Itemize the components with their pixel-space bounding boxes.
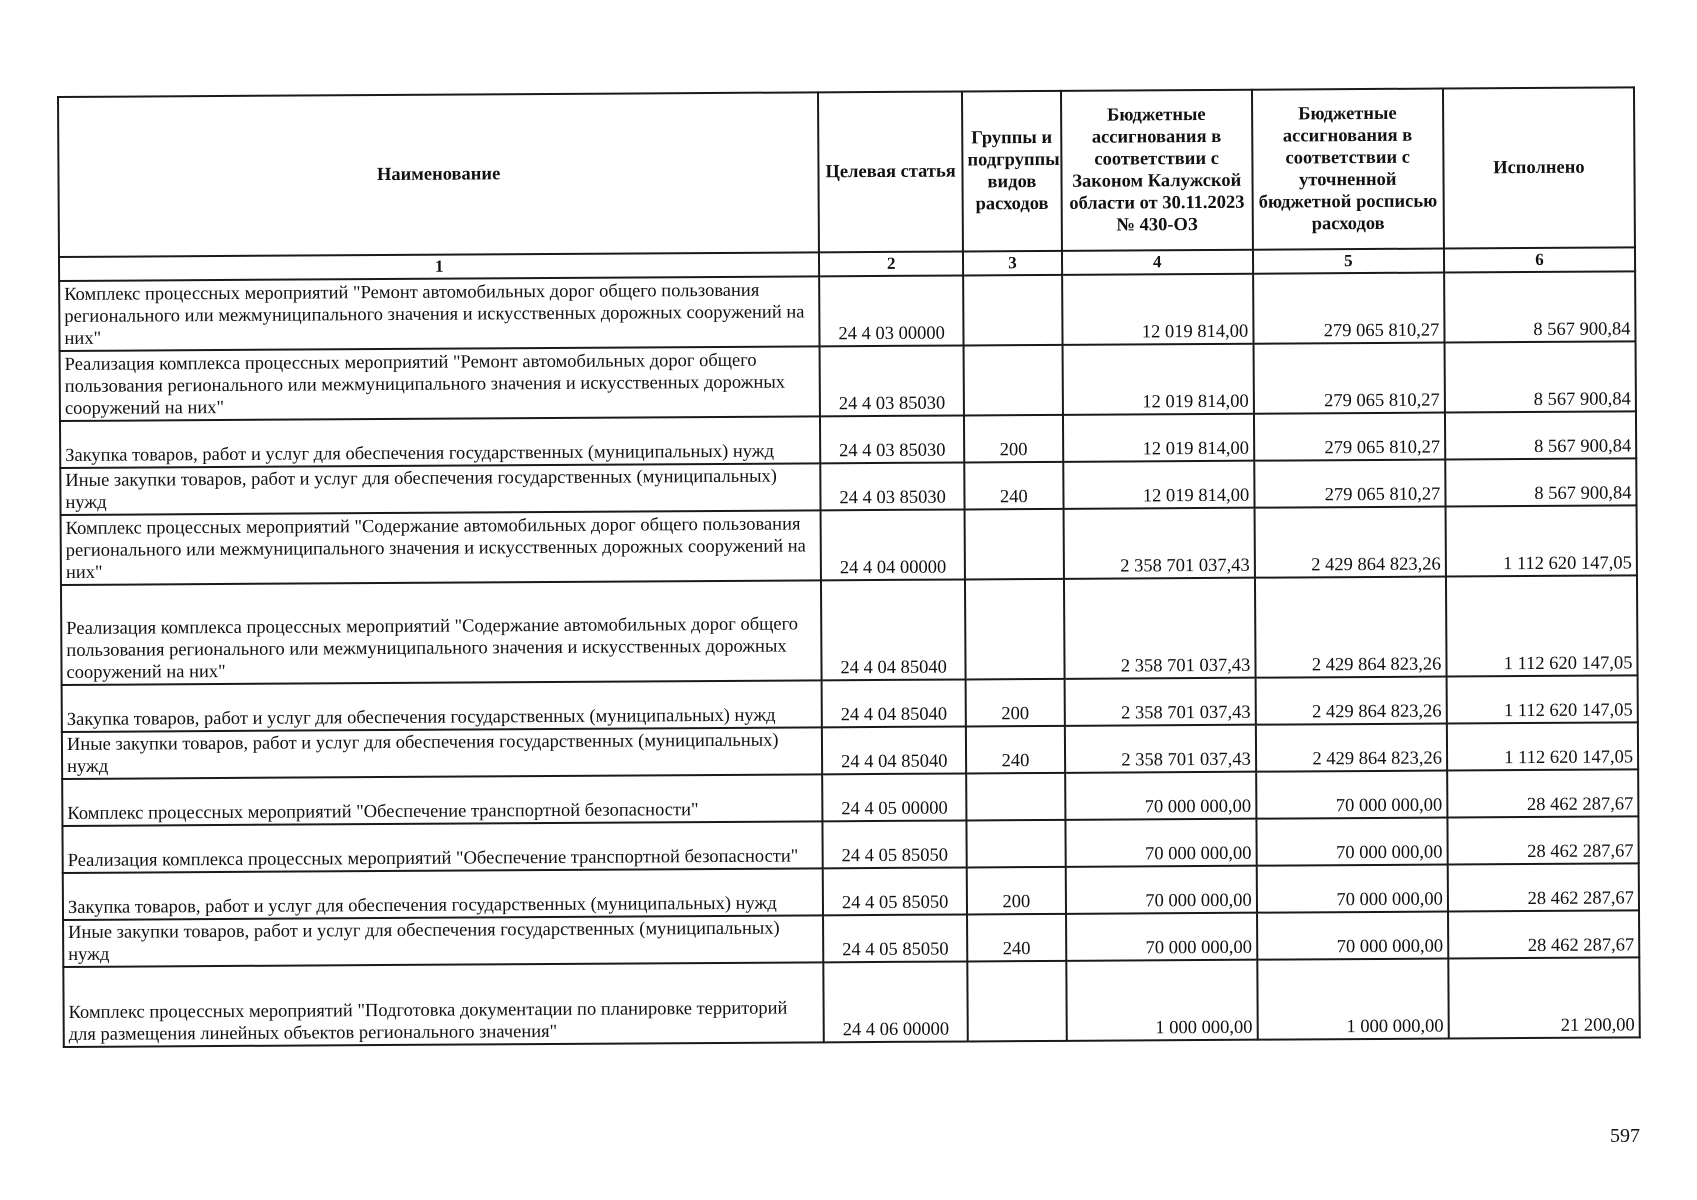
expense-group: [965, 509, 1064, 580]
expense-group: 240: [966, 726, 1065, 774]
row-name: Иные закупки товаров, работ и услуг для обеспечения государственных (муниципальных) нужд: [62, 727, 823, 779]
updated-assignment: 279 065 810,27: [1253, 273, 1445, 344]
target-article: 24 4 03 85030: [821, 462, 965, 510]
row-name: Закупка товаров, работ и услуг для обеспечения государственных (муниципальных) нужд: [63, 868, 824, 920]
header-law-assignments: Бюджетные ассигнования в соответствии с Законом Калужской области от 30.11.2023 № 430-ОЗ: [1061, 90, 1253, 251]
updated-assignment: 2 429 864 823,26: [1256, 724, 1447, 772]
row-name: Комплекс процессных мероприятий "Подготовка документации по планировке территорий для размещения линейных объектов регионального значения": [63, 962, 824, 1047]
updated-assignment: 279 065 810,27: [1254, 413, 1445, 461]
row-name: Закупка товаров, работ и услуг для обеспечения государственных (муниципальных) нужд: [62, 680, 823, 732]
column-number: 3: [963, 251, 1062, 276]
executed-amount: 8 567 900,84: [1444, 271, 1636, 342]
law-assignment: 70 000 000,00: [1066, 913, 1257, 961]
row-name: Комплекс процессных мероприятий "Содержание автомобильных дорог общего пользования регионального или межмуниципального значения и искусственных дорожных сооружений на них": [61, 510, 822, 585]
target-article: 24 4 05 85050: [823, 820, 967, 868]
expense-group: [967, 961, 1066, 1042]
law-assignment: 2 358 701 037,43: [1065, 725, 1256, 773]
table-row: [61, 505, 1637, 585]
updated-assignment: 2 429 864 823,26: [1255, 677, 1446, 725]
updated-assignment: 70 000 000,00: [1256, 818, 1447, 866]
target-article: 24 4 05 85050: [823, 867, 967, 915]
target-article: 24 4 05 00000: [822, 773, 966, 821]
executed-amount: 28 462 287,67: [1448, 863, 1639, 911]
table-row: [59, 271, 1635, 351]
target-article: 24 4 05 85050: [823, 914, 967, 962]
expense-group: 240: [967, 914, 1066, 962]
target-article: 24 4 03 85030: [820, 345, 964, 416]
column-number: 1: [59, 252, 819, 281]
law-assignment: 2 358 701 037,43: [1064, 678, 1255, 726]
law-assignment: 70 000 000,00: [1065, 772, 1256, 820]
target-article: 24 4 03 00000: [819, 275, 963, 346]
expense-group: [963, 275, 1062, 346]
expense-group: 200: [964, 415, 1063, 463]
header-executed: Исполнено: [1443, 87, 1635, 248]
law-assignment: 70 000 000,00: [1065, 866, 1256, 914]
executed-amount: 1 112 620 147,05: [1445, 505, 1637, 576]
executed-amount: 1 112 620 147,05: [1446, 675, 1637, 723]
row-name: Иные закупки товаров, работ и услуг для обеспечения государственных (муниципальных) нужд: [60, 463, 821, 515]
expense-group: 240: [964, 462, 1063, 510]
law-assignment: 1 000 000,00: [1066, 960, 1258, 1041]
table-row: [63, 957, 1639, 1047]
column-number: 5: [1253, 249, 1444, 274]
row-name: Комплекс процессных мероприятий "Ремонт автомобильных дорог общего пользования регионального или межмуниципального значения и искусственных дорожных сооружений на них": [59, 276, 820, 351]
executed-amount: 8 567 900,84: [1445, 411, 1636, 459]
law-assignment: 12 019 814,00: [1063, 414, 1254, 462]
header-code: Целевая статья: [818, 91, 963, 252]
column-number: 4: [1062, 250, 1253, 275]
law-assignment: 2 358 701 037,43: [1063, 508, 1255, 579]
row-name: Реализация комплекса процессных мероприятий "Ремонт автомобильных дорог общего пользования регионального или межмуниципального значения и искусственных дорожных сооружений на них": [60, 346, 821, 421]
header-updated-assignments: Бюджетные ассигнования в соответствии с уточненной бюджетной росписью расходов: [1252, 89, 1444, 250]
table-body: [59, 271, 1640, 1047]
target-article: 24 4 04 00000: [821, 509, 965, 580]
law-assignment: 2 358 701 037,43: [1064, 578, 1256, 679]
row-name: Реализация комплекса процессных мероприятий "Обеспечение транспортной безопасности": [62, 821, 823, 873]
expense-group: [966, 773, 1065, 821]
target-article: 24 4 03 85030: [820, 415, 964, 463]
updated-assignment: 2 429 864 823,26: [1255, 577, 1447, 678]
updated-assignment: 70 000 000,00: [1257, 912, 1448, 960]
table-row: [60, 341, 1636, 421]
target-article: 24 4 06 00000: [824, 961, 968, 1042]
expense-group: 200: [966, 679, 1065, 727]
executed-amount: 1 112 620 147,05: [1447, 722, 1638, 770]
executed-amount: 8 567 900,84: [1444, 341, 1636, 412]
expense-group: [967, 820, 1066, 868]
header-group: Группы и подгруппы видов расходов: [962, 91, 1062, 252]
expense-group: [965, 579, 1064, 680]
row-name: Иные закупки товаров, работ и услуг для обеспечения государственных (муниципальных) нужд: [63, 915, 824, 967]
column-number: 6: [1444, 247, 1635, 272]
row-name: Реализация комплекса процессных мероприятий "Содержание автомобильных дорог общего пользования регионального или межмуниципального значения и искусственных дорожных сооружений на них": [61, 580, 822, 685]
executed-amount: 8 567 900,84: [1445, 458, 1636, 506]
column-number: 2: [819, 251, 963, 276]
target-article: 24 4 04 85040: [821, 579, 965, 680]
target-article: 24 4 04 85040: [822, 679, 966, 727]
budget-table: [57, 86, 1641, 1048]
law-assignment: 12 019 814,00: [1062, 344, 1254, 415]
table-row: [61, 575, 1638, 685]
law-assignment: 12 019 814,00: [1063, 461, 1254, 509]
row-name: Комплекс процессных мероприятий "Обеспечение транспортной безопасности": [62, 774, 823, 826]
executed-amount: 21 200,00: [1448, 957, 1640, 1038]
executed-amount: 28 462 287,67: [1448, 910, 1639, 958]
executed-amount: 28 462 287,67: [1447, 769, 1638, 817]
law-assignment: 70 000 000,00: [1065, 819, 1256, 867]
row-name: Закупка товаров, работ и услуг для обеспечения государственных (муниципальных) нужд: [60, 416, 821, 468]
updated-assignment: 1 000 000,00: [1257, 959, 1449, 1040]
executed-amount: 28 462 287,67: [1447, 816, 1638, 864]
updated-assignment: 2 429 864 823,26: [1254, 507, 1446, 578]
header-row: [58, 87, 1635, 257]
header-name: Наименование: [58, 92, 819, 257]
updated-assignment: 70 000 000,00: [1257, 865, 1448, 913]
updated-assignment: 279 065 810,27: [1253, 343, 1445, 414]
updated-assignment: 70 000 000,00: [1256, 771, 1447, 819]
target-article: 24 4 04 85040: [822, 726, 966, 774]
law-assignment: 12 019 814,00: [1062, 274, 1254, 345]
updated-assignment: 279 065 810,27: [1254, 460, 1445, 508]
expense-group: [964, 345, 1063, 416]
page-number: 597: [1610, 1125, 1640, 1147]
expense-group: 200: [967, 867, 1066, 915]
executed-amount: 1 112 620 147,05: [1446, 575, 1638, 676]
